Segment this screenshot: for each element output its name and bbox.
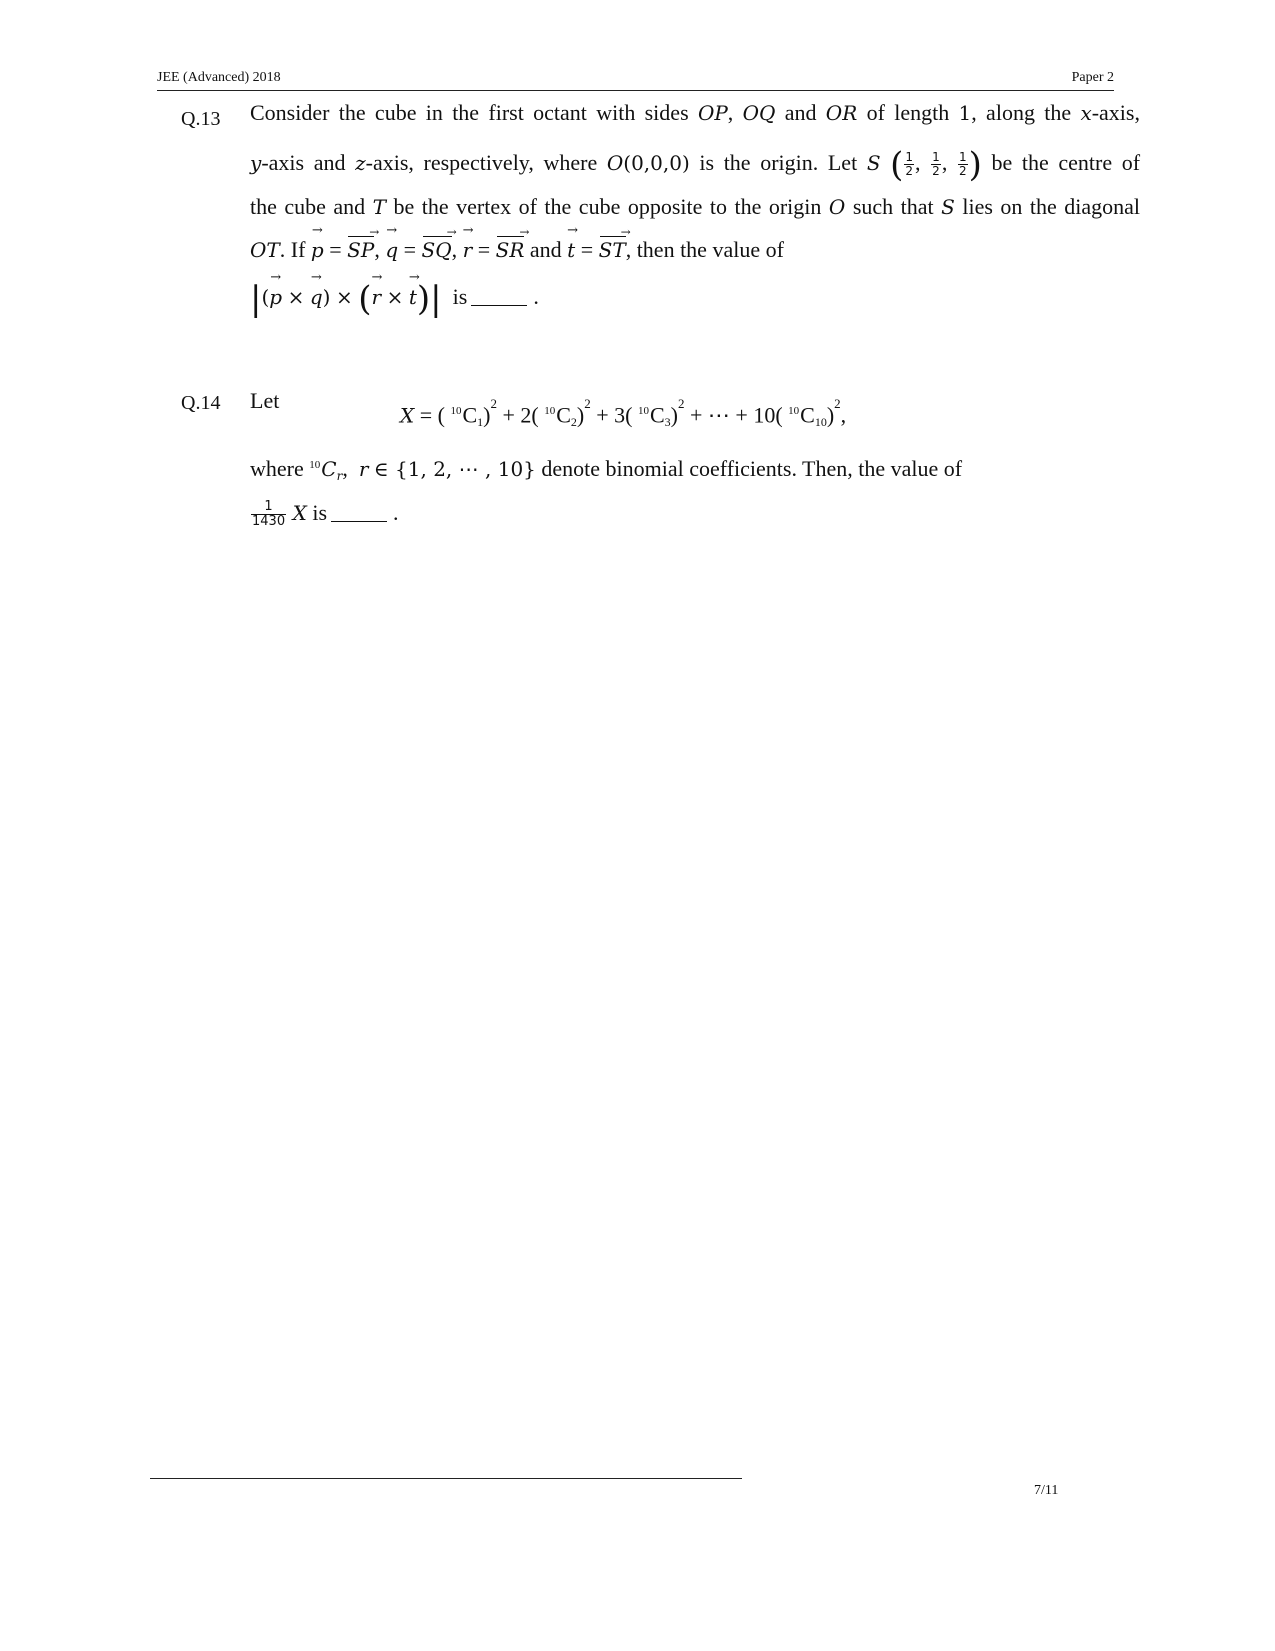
paper-label: Paper 2 [1071, 70, 1114, 85]
q13-line-2: y-axis and z-axis, respectively, where O(0,0,0) is the origin. Let S ( $\frac{1}{2}$ , $\frac{1}{2}$ , $\frac{1}{2}$ ) be the centre of [250, 145, 1141, 185]
q13-line-1: Consider the cube in the first octant with sides OP, OQ and OR of length 1, along the x-axis, [250, 100, 1140, 125]
equation-X: X = ( $^{10}$C1)$^2$ + 2( $^{10}$C2)$^2$ + 3( $^{10}$C3)$^2$ + ⋯ + 10( $^{10}$C10)$^2$, [400, 396, 847, 430]
q13-line-5: |(p → × q →) × (r → × t →)| is . [250, 279, 539, 319]
q14-line-3: where $^{10}C_r$, r ∈ {1, 2, ⋯ , 10} denote binomial coefficients. Then, the value of [250, 456, 963, 483]
question-number-14: Q.14 [181, 392, 221, 414]
q14-line-1: Let [250, 388, 280, 413]
page-number: 7/11 [1034, 1483, 1059, 1498]
q13-line-3: the cube and T be the vertex of the cube opposite to the origin O such that S lies on the diagonal [250, 194, 1141, 219]
question-number-13: Q.13 [181, 108, 221, 130]
exam-title: JEE (Advanced) 2018 [157, 70, 281, 85]
q14-line-4: $\frac{1}{1430}$ X is . [252, 499, 399, 530]
footer-rule [150, 1478, 742, 1479]
q13-line-4: OT. If p → = SP →, q → = SQ →, r → = SR → and t → = ST →, then the value of [250, 237, 784, 263]
answer-blank-13 [471, 305, 527, 306]
page-header [157, 68, 1114, 91]
answer-blank-14 [331, 521, 387, 522]
